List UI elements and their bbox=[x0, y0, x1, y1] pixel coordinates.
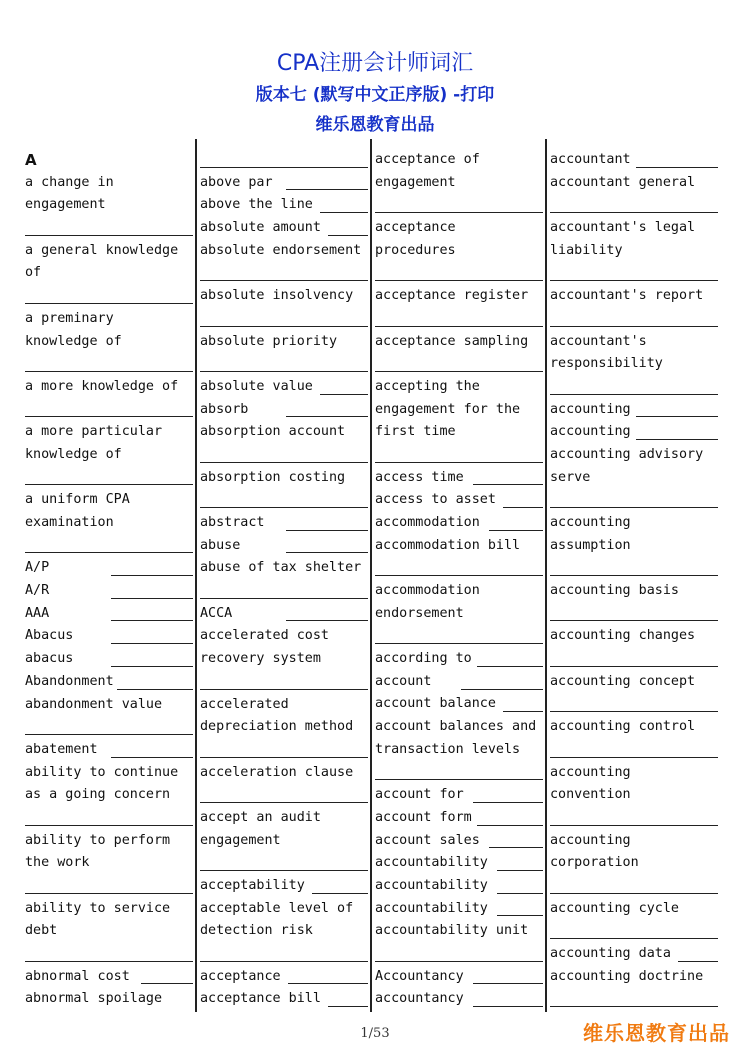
vocab-line: examination bbox=[25, 515, 114, 530]
answer-blank bbox=[111, 585, 193, 599]
answer-blank bbox=[473, 993, 543, 1007]
vocab-line bbox=[375, 671, 543, 694]
answer-blank bbox=[550, 648, 718, 671]
vocab-line: ability to continue bbox=[25, 764, 179, 780]
answer-blank bbox=[328, 222, 368, 236]
vocab-term: account form bbox=[375, 809, 472, 825]
vocab-term: accommodation bbox=[375, 514, 480, 530]
answer-blank bbox=[25, 399, 193, 422]
vocab-line: a more particular bbox=[25, 424, 163, 440]
answer-blank bbox=[497, 880, 543, 894]
vocab-line bbox=[550, 399, 718, 422]
column-divider bbox=[545, 139, 547, 1012]
vocab-line: accountant's report bbox=[550, 288, 704, 304]
answer-blank bbox=[489, 834, 543, 848]
answer-blank bbox=[25, 285, 193, 308]
vocab-term: Abandonment bbox=[25, 673, 114, 689]
answer-blank bbox=[375, 353, 543, 376]
vocab-line: accounting changes bbox=[550, 628, 696, 644]
answer-blank bbox=[320, 381, 368, 395]
answer-blank bbox=[550, 694, 718, 717]
answer-blank bbox=[503, 698, 543, 712]
answer-blank bbox=[286, 517, 368, 531]
vocab-line: accounting control bbox=[550, 719, 696, 735]
vocab-term: account sales bbox=[375, 832, 480, 848]
answer-blank bbox=[141, 970, 193, 984]
answer-blank bbox=[25, 467, 193, 490]
vocab-line: knowledge of bbox=[25, 446, 122, 462]
answer-blank bbox=[25, 217, 193, 240]
answer-blank bbox=[200, 671, 368, 694]
vocab-line bbox=[375, 512, 543, 535]
vocab-line bbox=[375, 852, 543, 875]
answer-blank bbox=[503, 494, 543, 508]
vocab-line bbox=[375, 830, 543, 853]
vocab-line: acceptable level of bbox=[200, 900, 354, 916]
vocab-line bbox=[25, 557, 193, 580]
answer-blank bbox=[111, 607, 193, 621]
answer-blank bbox=[312, 880, 368, 894]
vocab-term: accountability bbox=[375, 855, 488, 871]
vocab-term: acceptance bill bbox=[200, 991, 321, 1007]
answer-blank bbox=[200, 739, 368, 762]
answer-blank bbox=[636, 403, 718, 417]
vocab-term: accounting bbox=[550, 401, 631, 417]
answer-blank bbox=[375, 943, 543, 966]
vocab-line bbox=[375, 875, 543, 898]
answer-blank bbox=[200, 262, 368, 285]
vocab-column-2 bbox=[200, 149, 368, 1011]
answer-blank bbox=[111, 653, 193, 667]
vocab-line: endorsement bbox=[375, 605, 464, 621]
answer-blank bbox=[117, 676, 193, 690]
vocab-line: ability to perform bbox=[25, 832, 171, 848]
vocab-line: detection risk bbox=[200, 923, 313, 939]
answer-blank bbox=[320, 199, 368, 213]
vocab-line bbox=[200, 172, 368, 195]
vocab-line: knowledge of bbox=[25, 333, 122, 349]
vocab-column-1 bbox=[25, 149, 193, 1011]
vocab-line bbox=[200, 535, 368, 558]
answer-blank bbox=[375, 557, 543, 580]
answer-blank bbox=[200, 308, 368, 331]
answer-blank bbox=[550, 988, 718, 1011]
vocab-line: acceptance register bbox=[375, 288, 529, 304]
answer-blank bbox=[200, 852, 368, 875]
answer-blank bbox=[286, 539, 368, 553]
vocab-term: acceptability bbox=[200, 877, 305, 893]
vocab-line bbox=[375, 807, 543, 830]
answer-blank bbox=[678, 948, 718, 962]
answer-blank bbox=[25, 535, 193, 558]
vocab-line bbox=[550, 149, 718, 172]
answer-blank bbox=[497, 902, 543, 916]
vocab-line: a general knowledge bbox=[25, 242, 179, 258]
answer-blank bbox=[636, 154, 718, 168]
answer-blank bbox=[375, 762, 543, 785]
vocab-term: AAA bbox=[25, 605, 50, 621]
answer-blank bbox=[288, 970, 368, 984]
answer-blank bbox=[550, 262, 718, 285]
vocab-line: accounting bbox=[550, 515, 631, 530]
vocab-line: accounting bbox=[550, 832, 631, 848]
vocab-line: assumption bbox=[550, 537, 631, 553]
document-title: CPA注册会计师词汇 bbox=[276, 51, 474, 76]
answer-blank bbox=[473, 471, 543, 485]
vocab-line: recovery system bbox=[200, 651, 321, 667]
answer-blank bbox=[550, 489, 718, 512]
vocab-line: absorption account bbox=[200, 424, 346, 440]
vocab-line: of bbox=[25, 265, 42, 281]
vocab-line bbox=[200, 194, 368, 217]
vocab-line bbox=[200, 603, 368, 626]
vocab-term: according to bbox=[375, 651, 472, 667]
vocab-line: engagement bbox=[375, 174, 456, 190]
vocab-line bbox=[375, 489, 543, 512]
vocab-line: engagement for the bbox=[375, 401, 521, 417]
answer-blank bbox=[473, 789, 543, 803]
answer-blank bbox=[375, 625, 543, 648]
answer-blank bbox=[286, 403, 368, 417]
vocab-line: responsibility bbox=[550, 356, 663, 372]
answer-blank bbox=[489, 517, 543, 531]
vocab-line: corporation bbox=[550, 855, 639, 871]
answer-blank bbox=[375, 308, 543, 331]
vocab-term: Accountancy bbox=[375, 968, 464, 984]
vocab-line: absorption costing bbox=[200, 469, 346, 485]
vocab-line bbox=[375, 784, 543, 807]
vocab-line: transaction levels bbox=[375, 741, 521, 757]
vocab-line bbox=[200, 399, 368, 422]
vocab-line: absolute endorsement bbox=[200, 242, 362, 258]
vocab-term: absolute amount bbox=[200, 220, 321, 236]
vocab-line bbox=[550, 943, 718, 966]
vocab-term: above par bbox=[200, 174, 273, 190]
vocab-line bbox=[375, 648, 543, 671]
column-divider bbox=[195, 139, 197, 1012]
answer-blank bbox=[111, 744, 193, 758]
answer-blank bbox=[461, 676, 543, 690]
answer-blank bbox=[200, 784, 368, 807]
vocab-term: abatement bbox=[25, 741, 98, 757]
vocab-term: accountability bbox=[375, 900, 488, 916]
vocabulary-columns bbox=[0, 139, 750, 1012]
vocab-line bbox=[550, 421, 718, 444]
vocab-line: accounting advisory bbox=[550, 446, 704, 462]
vocab-line bbox=[25, 603, 193, 626]
vocab-line bbox=[375, 898, 543, 921]
column-divider bbox=[370, 139, 372, 1012]
vocab-term: A/R bbox=[25, 583, 50, 599]
vocab-line bbox=[25, 739, 193, 762]
vocab-line: depreciation method bbox=[200, 719, 354, 735]
vocab-line: a preminary bbox=[25, 310, 114, 326]
vocab-line bbox=[25, 580, 193, 603]
answer-blank bbox=[200, 444, 368, 467]
answer-blank bbox=[286, 607, 368, 621]
answer-blank bbox=[286, 176, 368, 190]
answer-blank bbox=[200, 353, 368, 376]
vocab-line: accelerated cost bbox=[200, 628, 329, 644]
vocab-term: accounting bbox=[550, 424, 631, 440]
vocab-term: accounting data bbox=[550, 946, 671, 962]
answer-blank bbox=[550, 308, 718, 331]
answer-blank bbox=[497, 857, 543, 871]
vocab-line: accountant's legal bbox=[550, 220, 696, 236]
vocab-line: accommodation bbox=[375, 583, 480, 599]
vocab-line bbox=[375, 988, 543, 1011]
vocab-term: abuse bbox=[200, 537, 241, 553]
vocab-line: acceptance bbox=[375, 220, 456, 236]
vocab-line: a more knowledge of bbox=[25, 378, 179, 394]
vocab-line: engagement bbox=[25, 197, 106, 213]
vocab-line: abnormal spoilage bbox=[25, 991, 163, 1007]
answer-blank bbox=[25, 353, 193, 376]
vocab-column-4 bbox=[550, 149, 718, 1011]
publisher-watermark: 维乐恩教育出品 bbox=[583, 1021, 730, 1045]
vocab-term: account for bbox=[375, 787, 464, 803]
vocab-term: access time bbox=[375, 469, 464, 485]
vocab-line bbox=[200, 875, 368, 898]
vocab-line: accommodation bill bbox=[375, 537, 521, 553]
vocab-term: abstract bbox=[200, 514, 265, 530]
answer-blank bbox=[328, 993, 368, 1007]
publisher-line: 维乐恩教育出品 bbox=[315, 115, 435, 135]
document-subtitle: 版本七 (默写中文正序版) -打印 bbox=[255, 85, 495, 105]
vocab-line bbox=[25, 671, 193, 694]
vocab-line: accountant's bbox=[550, 333, 647, 349]
vocab-line: acceptance of bbox=[375, 152, 480, 167]
vocab-line: accounting doctrine bbox=[550, 968, 704, 984]
section-letter: A bbox=[25, 151, 37, 169]
vocab-line: serve bbox=[550, 469, 591, 485]
answer-blank bbox=[550, 603, 718, 626]
vocab-line: a change in bbox=[25, 174, 114, 190]
vocab-line: debt bbox=[25, 923, 58, 939]
answer-blank bbox=[550, 875, 718, 898]
vocab-line: accounting basis bbox=[550, 583, 679, 599]
vocab-column-3 bbox=[375, 149, 543, 1011]
vocab-line: acceptance sampling bbox=[375, 333, 529, 349]
vocab-term: Abacus bbox=[25, 628, 74, 644]
vocab-line bbox=[25, 625, 193, 648]
vocab-line: the work bbox=[25, 855, 90, 871]
vocab-line: convention bbox=[550, 787, 631, 803]
answer-blank bbox=[550, 194, 718, 217]
answer-blank bbox=[200, 580, 368, 603]
answer-blank bbox=[477, 653, 543, 667]
vocab-line: liability bbox=[550, 242, 623, 258]
answer-blank bbox=[473, 970, 543, 984]
vocab-line: accounting bbox=[550, 764, 631, 780]
vocab-line: a uniform CPA bbox=[25, 492, 130, 508]
answer-blank bbox=[550, 557, 718, 580]
vocab-term: access to asset bbox=[375, 492, 496, 508]
vocab-line: abuse of tax shelter bbox=[200, 560, 362, 576]
vocab-line: accounting concept bbox=[550, 673, 696, 689]
vocab-term: acceptance bbox=[200, 968, 281, 984]
answer-blank bbox=[375, 262, 543, 285]
answer-blank bbox=[636, 426, 718, 440]
vocab-line bbox=[200, 966, 368, 989]
vocab-term: accountancy bbox=[375, 991, 464, 1007]
vocab-line: procedures bbox=[375, 242, 456, 258]
answer-blank bbox=[200, 489, 368, 512]
vocab-line: engagement bbox=[200, 832, 281, 848]
answer-blank bbox=[375, 194, 543, 217]
vocab-term: abacus bbox=[25, 651, 74, 667]
vocab-term: absolute value bbox=[200, 378, 313, 394]
vocab-line bbox=[375, 467, 543, 490]
vocab-term: accountability bbox=[375, 877, 488, 893]
answer-blank bbox=[550, 376, 718, 399]
vocab-line bbox=[25, 966, 193, 989]
vocab-line bbox=[200, 512, 368, 535]
vocab-line: ability to service bbox=[25, 900, 171, 916]
answer-blank bbox=[25, 943, 193, 966]
vocab-line: accountant general bbox=[550, 174, 696, 190]
vocab-line: accelerated bbox=[200, 696, 289, 712]
vocab-line: accountability unit bbox=[375, 923, 529, 939]
vocab-line bbox=[375, 966, 543, 989]
vocab-line bbox=[25, 648, 193, 671]
answer-blank bbox=[550, 920, 718, 943]
answer-blank bbox=[375, 444, 543, 467]
answer-blank bbox=[200, 149, 368, 172]
vocab-line: absolute insolvency bbox=[200, 288, 354, 304]
vocab-line: accept an audit bbox=[200, 809, 321, 825]
answer-blank bbox=[200, 943, 368, 966]
vocab-term: above the line bbox=[200, 197, 313, 213]
vocab-line bbox=[200, 217, 368, 240]
vocab-line: acceleration clause bbox=[200, 764, 354, 780]
vocab-term: accountant bbox=[550, 151, 631, 167]
vocab-line: absolute priority bbox=[200, 333, 338, 349]
answer-blank bbox=[111, 562, 193, 576]
vocab-line: first time bbox=[375, 424, 456, 440]
answer-blank bbox=[550, 739, 718, 762]
answer-blank bbox=[25, 875, 193, 898]
vocab-line: abandonment value bbox=[25, 696, 163, 712]
vocab-term: absorb bbox=[200, 401, 249, 417]
vocab-term: abnormal cost bbox=[25, 968, 130, 984]
vocab-term: ACCA bbox=[200, 605, 233, 621]
answer-blank bbox=[25, 716, 193, 739]
answer-blank bbox=[25, 807, 193, 830]
vocab-line bbox=[375, 694, 543, 717]
answer-blank bbox=[111, 630, 193, 644]
answer-blank bbox=[477, 812, 543, 826]
page-number: 1/53 bbox=[360, 1026, 390, 1041]
vocab-line: accepting the bbox=[375, 378, 480, 394]
vocab-line: account balances and bbox=[375, 719, 537, 735]
vocab-line bbox=[200, 988, 368, 1011]
answer-blank bbox=[550, 807, 718, 830]
vocab-term: A/P bbox=[25, 560, 50, 576]
vocab-term: account balance bbox=[375, 696, 496, 712]
vocab-term: account bbox=[375, 673, 432, 689]
vocab-line: as a going concern bbox=[25, 787, 171, 803]
vocab-line: accounting cycle bbox=[550, 900, 679, 916]
vocab-line bbox=[200, 376, 368, 399]
